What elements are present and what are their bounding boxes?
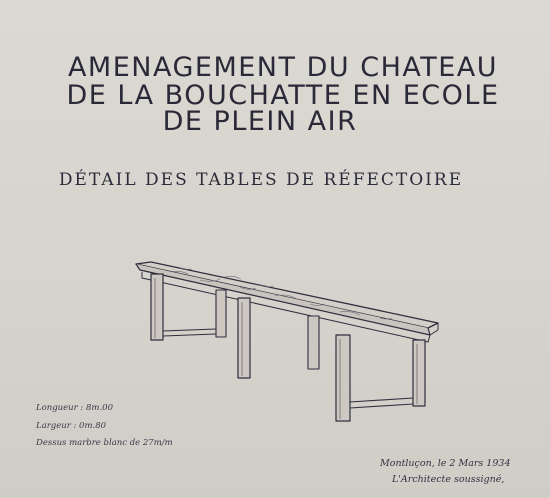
leg-back-right	[413, 340, 425, 406]
title-line-1: AMENAGEMENT DU CHATEAU	[67, 52, 499, 83]
leg-front-right	[336, 335, 350, 421]
tabletop-front-edge	[136, 264, 430, 335]
note-width: Largeur : 0m.80	[36, 421, 107, 431]
title-line-3: DE PLEIN AIR	[162, 106, 358, 137]
leg-front-middle	[238, 298, 250, 378]
signature-place-date: Montluçon, le 2 Mars 1934	[380, 458, 511, 469]
note-length: Longueur : 8m.00	[36, 403, 113, 413]
title-line-2: DE LA BOUCHATTE EN ECOLE	[66, 80, 500, 111]
signature-role: L'Architecte soussigné,	[392, 474, 505, 485]
leg-front-left	[151, 274, 163, 340]
apron	[142, 272, 430, 342]
leg-back-middle	[308, 316, 319, 369]
note-marble-top: Dessus marbre blanc de 27m/m	[36, 438, 173, 448]
subtitle: DÉTAIL DES TABLES DE RÉFECTOIRE	[58, 170, 464, 190]
leg-back-left	[216, 290, 226, 337]
